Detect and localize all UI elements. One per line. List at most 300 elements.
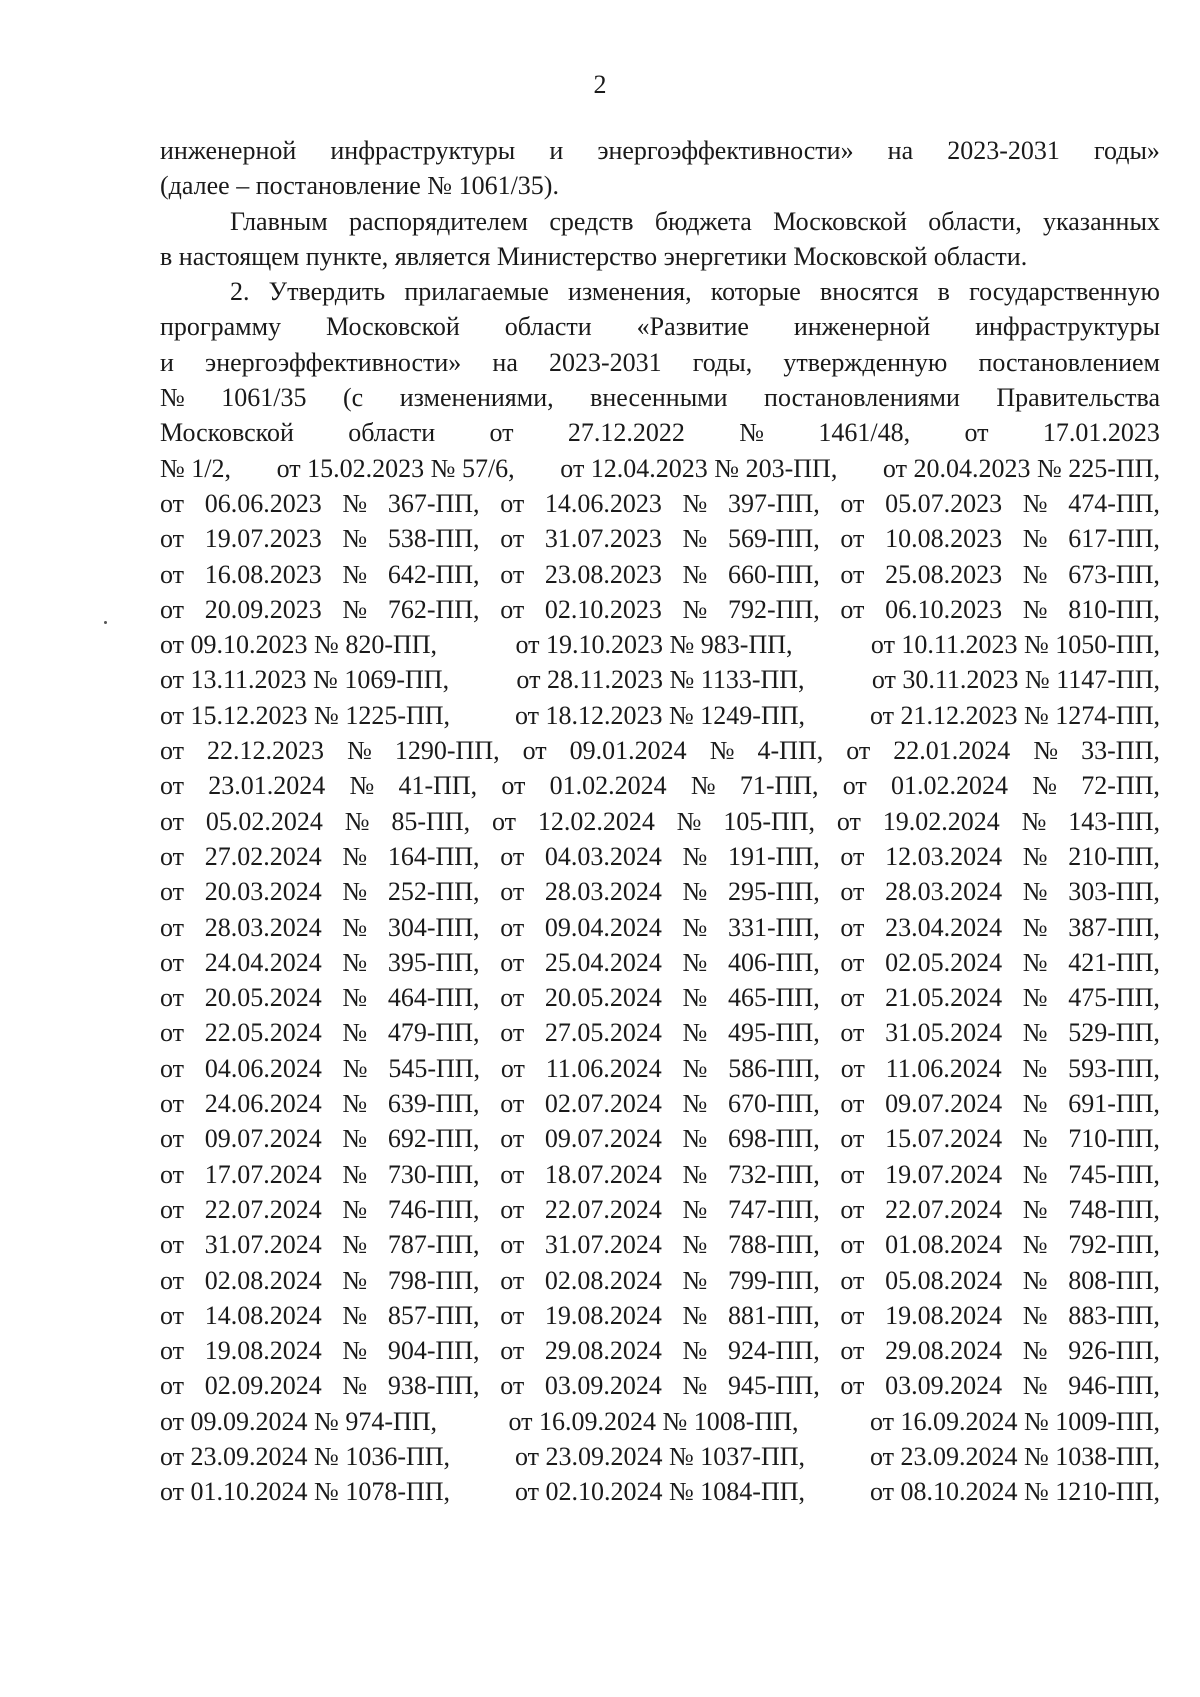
text-segment: 02.09.2024 — [204, 1371, 322, 1401]
text-segment: от — [522, 736, 547, 766]
text-segment: № — [682, 1371, 708, 1401]
text-segment: № — [342, 1230, 368, 1260]
text-line — [160, 168, 1160, 203]
text-segment: 495-ПП, — [728, 1018, 820, 1048]
text-segment: внесенными — [590, 383, 728, 413]
text-line — [160, 592, 1160, 627]
text-segment: от 18.12.2023 № 1249-ПП, — [514, 700, 806, 730]
text-segment: 27.02.2024 — [204, 841, 322, 871]
text-segment: № — [1022, 1089, 1048, 1119]
text-line — [160, 204, 1160, 239]
text-segment: 29.08.2024 — [885, 1336, 1003, 1366]
text-line — [160, 451, 1160, 486]
text-segment: 810-ПП, — [1068, 594, 1160, 624]
text-segment: № — [342, 841, 368, 871]
text-segment: № — [342, 1018, 368, 1048]
text-segment: от — [160, 1089, 185, 1119]
text-segment: от — [500, 1230, 525, 1260]
text-segment: от — [840, 1336, 865, 1366]
text-segment: от — [500, 1371, 525, 1401]
text-segment: от — [160, 1159, 185, 1189]
text-segment: 09.07.2024 — [885, 1089, 1003, 1119]
text-segment: от — [500, 1265, 525, 1295]
text-segment: № — [342, 1300, 368, 1330]
text-segment: 25.04.2024 — [544, 947, 662, 977]
text-segment: 12.02.2024 — [537, 806, 655, 836]
text-segment: № — [342, 1194, 368, 1224]
text-segment: 945-ПП, — [728, 1371, 820, 1401]
text-segment: 02.07.2024 — [544, 1089, 662, 1119]
text-segment: программу — [160, 312, 282, 342]
text-segment: 946-ПП, — [1068, 1371, 1160, 1401]
text-segment: 545-ПП, — [388, 1053, 481, 1083]
text-segment: от — [840, 912, 865, 942]
text-segment: 304-ПП, — [387, 912, 480, 942]
text-segment: № — [709, 736, 735, 766]
text-line — [160, 662, 1160, 697]
text-segment: № — [1022, 1018, 1048, 1048]
text-segment: от — [500, 912, 525, 942]
text-segment: от 20.04.2023 № 225-ПП, — [882, 453, 1160, 483]
text-segment: от — [840, 947, 865, 977]
text-segment: на — [492, 347, 518, 377]
text-segment: 27.12.2022 — [567, 418, 685, 448]
text-line — [160, 1404, 1160, 1439]
text-segment: № — [342, 877, 368, 907]
text-segment: № — [342, 488, 368, 518]
text-segment: от — [840, 488, 865, 518]
text-segment: от 19.10.2023 № 983-ПП, — [515, 630, 793, 660]
text-segment: от 13.11.2023 № 1069-ПП, — [160, 665, 450, 695]
text-segment: № — [342, 594, 368, 624]
text-segment: инфраструктуры — [975, 312, 1160, 342]
page-number: 2 — [593, 70, 607, 99]
text-segment: 746-ПП, — [387, 1194, 480, 1224]
text-line — [160, 1227, 1160, 1262]
text-segment: 05.08.2024 — [885, 1265, 1003, 1295]
text-segment: 4-ПП, — [757, 736, 824, 766]
text-segment: вносятся — [819, 277, 919, 307]
text-segment: от — [842, 771, 867, 801]
text-segment: № — [1022, 1124, 1048, 1154]
text-segment: от — [500, 841, 525, 871]
text-segment: от — [500, 524, 525, 554]
text-segment: от — [501, 771, 526, 801]
text-segment: 883-ПП, — [1068, 1300, 1160, 1330]
text-segment: от — [500, 559, 525, 589]
text-segment: от 16.09.2024 № 1008-ПП, — [508, 1406, 799, 1436]
text-segment: от — [500, 1159, 525, 1189]
text-segment: 09.07.2024 — [544, 1124, 662, 1154]
text-segment: от — [160, 1124, 185, 1154]
text-segment: № — [342, 1371, 368, 1401]
text-segment: 593-ПП, — [1068, 1053, 1160, 1083]
text-segment: 799-ПП, — [728, 1265, 820, 1295]
text-segment: «Развитие — [636, 312, 749, 342]
text-segment: № — [676, 806, 702, 836]
text-segment: области — [504, 312, 592, 342]
text-segment: от — [500, 594, 525, 624]
text-segment: № — [342, 1336, 368, 1366]
text-segment: 252-ПП, — [387, 877, 480, 907]
text-segment: 698-ПП, — [728, 1124, 820, 1154]
text-line — [160, 1298, 1160, 1333]
text-segment: № — [349, 771, 375, 801]
text-line — [160, 557, 1160, 592]
text-segment: 19.07.2023 — [204, 524, 322, 554]
text-segment: Московской — [160, 418, 294, 448]
document-body — [160, 133, 1160, 1510]
text-segment: № — [342, 912, 368, 942]
text-segment: от — [840, 1300, 865, 1330]
text-segment: от — [160, 771, 185, 801]
text-line — [160, 768, 1160, 803]
text-segment: 06.06.2023 — [204, 488, 322, 518]
text-segment: 14.08.2024 — [204, 1300, 322, 1330]
text-segment: от — [846, 736, 871, 766]
text-segment: 762-ПП, — [387, 594, 480, 624]
text-segment: 747-ПП, — [728, 1194, 820, 1224]
text-line — [160, 309, 1160, 344]
text-line — [160, 1121, 1160, 1156]
text-segment: 23.04.2024 — [885, 912, 1003, 942]
text-segment: 464-ПП, — [387, 983, 480, 1013]
text-segment: № — [1022, 1265, 1048, 1295]
text-segment: 02.05.2024 — [885, 947, 1003, 977]
text-segment: 569-ПП, — [728, 524, 820, 554]
text-segment: № — [1021, 806, 1047, 836]
text-segment: 01.02.2024 — [890, 771, 1008, 801]
text-line — [160, 1368, 1160, 1403]
text-segment: 31.05.2024 — [885, 1018, 1003, 1048]
text-segment: 11.06.2024 — [885, 1053, 1002, 1083]
text-segment: 11.06.2024 — [545, 1053, 662, 1083]
text-segment: 331-ПП, — [728, 912, 820, 942]
text-segment: 04.03.2024 — [544, 841, 662, 871]
text-segment: энергоэффективности» — [205, 347, 462, 377]
text-segment: 538-ПП, — [387, 524, 480, 554]
text-segment: области, — [928, 206, 1022, 236]
text-segment: от 10.11.2023 № 1050-ПП, — [870, 630, 1160, 660]
text-segment: 23.01.2024 — [208, 771, 326, 801]
text-segment: 479-ПП, — [387, 1018, 480, 1048]
text-segment: от — [840, 1018, 865, 1048]
text-segment: 673-ПП, — [1068, 559, 1160, 589]
text-line — [160, 1051, 1160, 1086]
text-segment: 28.03.2024 — [204, 912, 322, 942]
text-segment: № — [342, 1265, 368, 1295]
text-segment: № — [682, 1018, 708, 1048]
text-segment: от 16.09.2024 № 1009-ПП, — [869, 1406, 1160, 1436]
text-segment: от — [500, 488, 525, 518]
text-line — [160, 1333, 1160, 1368]
text-segment: № — [682, 1089, 708, 1119]
text-segment: от — [500, 1124, 525, 1154]
text-segment: № — [342, 1159, 368, 1189]
text-segment: (с — [343, 383, 364, 413]
text-segment: утвержденную — [783, 347, 948, 377]
text-segment: 25.08.2023 — [885, 559, 1003, 589]
text-segment: Главным — [230, 206, 328, 236]
text-segment: 788-ПП, — [728, 1230, 820, 1260]
text-segment: 22.05.2024 — [204, 1018, 322, 1048]
text-segment: от — [500, 1053, 525, 1083]
text-segment: № — [342, 983, 368, 1013]
text-segment: 20.05.2024 — [204, 983, 322, 1013]
text-segment: 642-ПП, — [387, 559, 480, 589]
text-segment: 14.06.2023 — [544, 488, 662, 518]
text-segment: № — [160, 383, 185, 413]
text-segment: № — [682, 947, 708, 977]
text-segment: № — [690, 771, 716, 801]
text-segment: № — [342, 559, 368, 589]
text-segment: 04.06.2024 — [204, 1053, 322, 1083]
text-segment: № — [1022, 488, 1048, 518]
text-segment: от — [840, 524, 865, 554]
text-segment: инженерной — [793, 312, 931, 342]
text-segment: от — [160, 877, 185, 907]
text-segment: от — [160, 1265, 185, 1295]
text-segment: 02.10.2023 — [544, 594, 662, 624]
text-segment: 617-ПП, — [1068, 524, 1160, 554]
text-segment: 798-ПП, — [387, 1265, 480, 1295]
text-segment: Московской — [325, 312, 460, 342]
text-line — [160, 345, 1160, 380]
text-segment: № — [342, 1089, 368, 1119]
text-segment: № — [342, 1053, 368, 1083]
text-line — [160, 133, 1160, 168]
text-segment: от — [160, 524, 185, 554]
text-segment: в настоящем пункте, является Министерство энергетики Московской области. — [160, 241, 1028, 271]
text-segment: от 30.11.2023 № 1147-ПП, — [871, 665, 1160, 695]
text-segment: № — [682, 1300, 708, 1330]
text-segment: от — [500, 1336, 525, 1366]
text-segment: 421-ПП, — [1068, 947, 1160, 977]
text-line — [160, 486, 1160, 521]
text-segment: 22.01.2024 — [893, 736, 1011, 766]
text-segment: 85-ПП, — [391, 806, 471, 836]
text-segment: от — [160, 983, 185, 1013]
text-segment: 22.07.2024 — [204, 1194, 322, 1224]
text-line — [160, 521, 1160, 556]
text-segment: № — [1022, 1194, 1048, 1224]
text-segment: от — [840, 1194, 865, 1224]
text-segment: от — [836, 806, 861, 836]
text-segment: № — [1022, 841, 1048, 871]
text-segment: 20.05.2024 — [544, 983, 662, 1013]
text-segment: 406-ПП, — [728, 947, 820, 977]
text-segment: инженерной — [160, 136, 297, 165]
text-segment: от — [160, 1230, 185, 1260]
text-segment: от 02.10.2024 № 1084-ПП, — [514, 1477, 806, 1507]
text-segment: № — [1022, 1300, 1048, 1330]
text-segment: 23.08.2023 — [544, 559, 662, 589]
text-segment: № — [1022, 1053, 1048, 1083]
text-segment: от — [840, 559, 865, 589]
text-segment: от — [840, 1265, 865, 1295]
scan-speck — [104, 621, 107, 624]
text-segment: 926-ПП, — [1068, 1336, 1160, 1366]
text-line — [160, 239, 1160, 274]
text-segment: средств — [549, 206, 634, 236]
text-line — [160, 839, 1160, 874]
text-segment: 09.04.2024 — [544, 912, 662, 942]
text-segment: 857-ПП, — [387, 1300, 480, 1330]
text-segment: № — [682, 1159, 708, 1189]
text-segment: 691-ПП, — [1068, 1089, 1160, 1119]
text-segment: от 23.09.2024 № 1036-ПП, — [160, 1441, 451, 1471]
text-segment: от — [840, 1124, 865, 1154]
text-segment: № — [1022, 912, 1048, 942]
text-segment: 465-ПП, — [728, 983, 820, 1013]
text-segment: в — [937, 277, 950, 307]
text-segment: от — [840, 594, 865, 624]
text-segment: 475-ПП, — [1068, 983, 1160, 1013]
text-segment: 748-ПП, — [1068, 1194, 1160, 1224]
text-segment: № — [347, 736, 372, 766]
text-segment: 18.07.2024 — [544, 1159, 662, 1189]
text-segment: № — [1033, 736, 1059, 766]
text-line — [160, 733, 1160, 768]
text-segment: 10.08.2023 — [885, 524, 1003, 554]
text-segment: 33-ПП, — [1081, 736, 1160, 766]
text-segment: от 08.10.2024 № 1210-ПП, — [869, 1477, 1160, 1507]
text-segment: бюджета — [654, 206, 752, 236]
text-segment: 639-ПП, — [387, 1089, 480, 1119]
text-segment: 143-ПП, — [1068, 806, 1160, 836]
text-segment: № — [344, 806, 370, 836]
text-segment: 28.03.2024 — [544, 877, 662, 907]
text-segment: от — [840, 841, 865, 871]
text-line — [160, 415, 1160, 450]
text-segment: 22.12.2023 — [207, 736, 325, 766]
text-segment: № — [682, 524, 708, 554]
text-segment: от 23.09.2024 № 1038-ПП, — [869, 1441, 1160, 1471]
text-segment: 22.07.2024 — [544, 1194, 662, 1224]
text-segment: от — [500, 1018, 525, 1048]
text-segment: № — [1022, 524, 1048, 554]
text-segment: № — [682, 594, 708, 624]
text-segment: № — [682, 1124, 708, 1154]
text-segment: № — [682, 1194, 708, 1224]
text-segment: прилагаемые — [404, 277, 549, 307]
text-segment: № — [682, 912, 708, 942]
text-segment: № — [682, 1230, 708, 1260]
text-segment: № — [682, 1053, 708, 1083]
text-segment: 474-ПП, — [1068, 488, 1160, 518]
text-segment: № — [1022, 1159, 1048, 1189]
text-segment: от — [160, 841, 185, 871]
text-segment: от 12.04.2023 № 203-ПП, — [560, 453, 838, 483]
text-segment: от — [160, 1018, 185, 1048]
text-segment: 210-ПП, — [1068, 841, 1160, 871]
text-segment: № — [1022, 983, 1048, 1013]
text-segment: от — [500, 1300, 525, 1330]
text-line — [160, 980, 1160, 1015]
text-segment: 191-ПП, — [728, 841, 820, 871]
text-segment: 12.03.2024 — [885, 841, 1003, 871]
text-segment: от — [160, 594, 185, 624]
text-segment: 09.01.2024 — [569, 736, 687, 766]
text-segment: № — [1022, 947, 1048, 977]
text-segment: 01.08.2024 — [885, 1230, 1003, 1260]
text-segment: от 15.02.2023 № 57/6, — [276, 453, 515, 483]
text-segment: № — [1022, 559, 1048, 589]
text-line — [160, 627, 1160, 662]
text-segment: от 15.12.2023 № 1225-ПП, — [160, 700, 451, 730]
text-line — [160, 1263, 1160, 1298]
text-segment: от — [160, 488, 185, 518]
text-segment: от 23.09.2024 № 1037-ПП, — [514, 1441, 806, 1471]
text-line — [160, 910, 1160, 945]
text-segment: 586-ПП, — [728, 1053, 820, 1083]
text-segment: 09.07.2024 — [204, 1124, 322, 1154]
text-segment: 02.08.2024 — [544, 1265, 662, 1295]
text-segment: 2023-2031 — [947, 136, 1060, 165]
text-line — [160, 874, 1160, 909]
text-segment: от — [160, 1053, 185, 1083]
text-segment: 02.08.2024 — [204, 1265, 322, 1295]
text-segment: инфраструктуры — [330, 136, 516, 165]
text-segment: 21.05.2024 — [885, 983, 1003, 1013]
text-segment: 71-ПП, — [739, 771, 819, 801]
text-segment: 15.07.2024 — [885, 1124, 1003, 1154]
text-segment: 31.07.2023 — [544, 524, 662, 554]
text-line — [160, 1439, 1160, 1474]
text-segment: 31.07.2024 — [544, 1230, 662, 1260]
text-segment: 387-ПП, — [1068, 912, 1160, 942]
text-segment: годы, — [692, 347, 753, 377]
text-segment: 05.07.2023 — [885, 488, 1003, 518]
text-segment: № — [682, 559, 708, 589]
text-segment: 670-ПП, — [728, 1089, 820, 1119]
text-segment: от — [491, 806, 516, 836]
text-segment: от — [500, 1089, 525, 1119]
text-segment: 19.08.2024 — [204, 1336, 322, 1366]
text-segment: годы» — [1093, 136, 1160, 165]
text-segment: (далее – постановление № 1061/35). — [160, 171, 559, 201]
text-segment: 792-ПП, — [728, 594, 820, 624]
text-segment: постановлением — [978, 347, 1160, 377]
text-segment: Утвердить — [268, 277, 386, 307]
text-segment: от — [500, 1194, 525, 1224]
text-segment: от — [500, 983, 525, 1013]
text-segment: государственную — [969, 277, 1160, 307]
text-segment: от 28.11.2023 № 1133-ПП, — [516, 665, 805, 695]
text-segment: 924-ПП, — [728, 1336, 820, 1366]
text-line — [160, 945, 1160, 980]
text-segment: от — [160, 559, 185, 589]
text-segment: 787-ПП, — [387, 1230, 480, 1260]
text-segment: 19.02.2024 — [882, 806, 1000, 836]
text-segment: от — [160, 1194, 185, 1224]
text-segment: от — [160, 736, 185, 766]
text-segment: 529-ПП, — [1068, 1018, 1160, 1048]
text-segment: 295-ПП, — [728, 877, 820, 907]
text-segment: от — [160, 1300, 185, 1330]
text-segment: № — [682, 1336, 708, 1366]
text-segment: распорядителем — [349, 206, 528, 236]
text-segment: 28.03.2024 — [885, 877, 1003, 907]
text-segment: от 09.09.2024 № 974-ПП, — [160, 1406, 438, 1436]
text-segment: 710-ПП, — [1068, 1124, 1160, 1154]
text-segment: 2023-2031 — [548, 347, 662, 377]
text-segment: № — [682, 877, 708, 907]
text-segment: 72-ПП, — [1081, 771, 1160, 801]
text-segment: 41-ПП, — [398, 771, 478, 801]
text-segment: от — [160, 947, 185, 977]
text-segment: № — [342, 524, 368, 554]
